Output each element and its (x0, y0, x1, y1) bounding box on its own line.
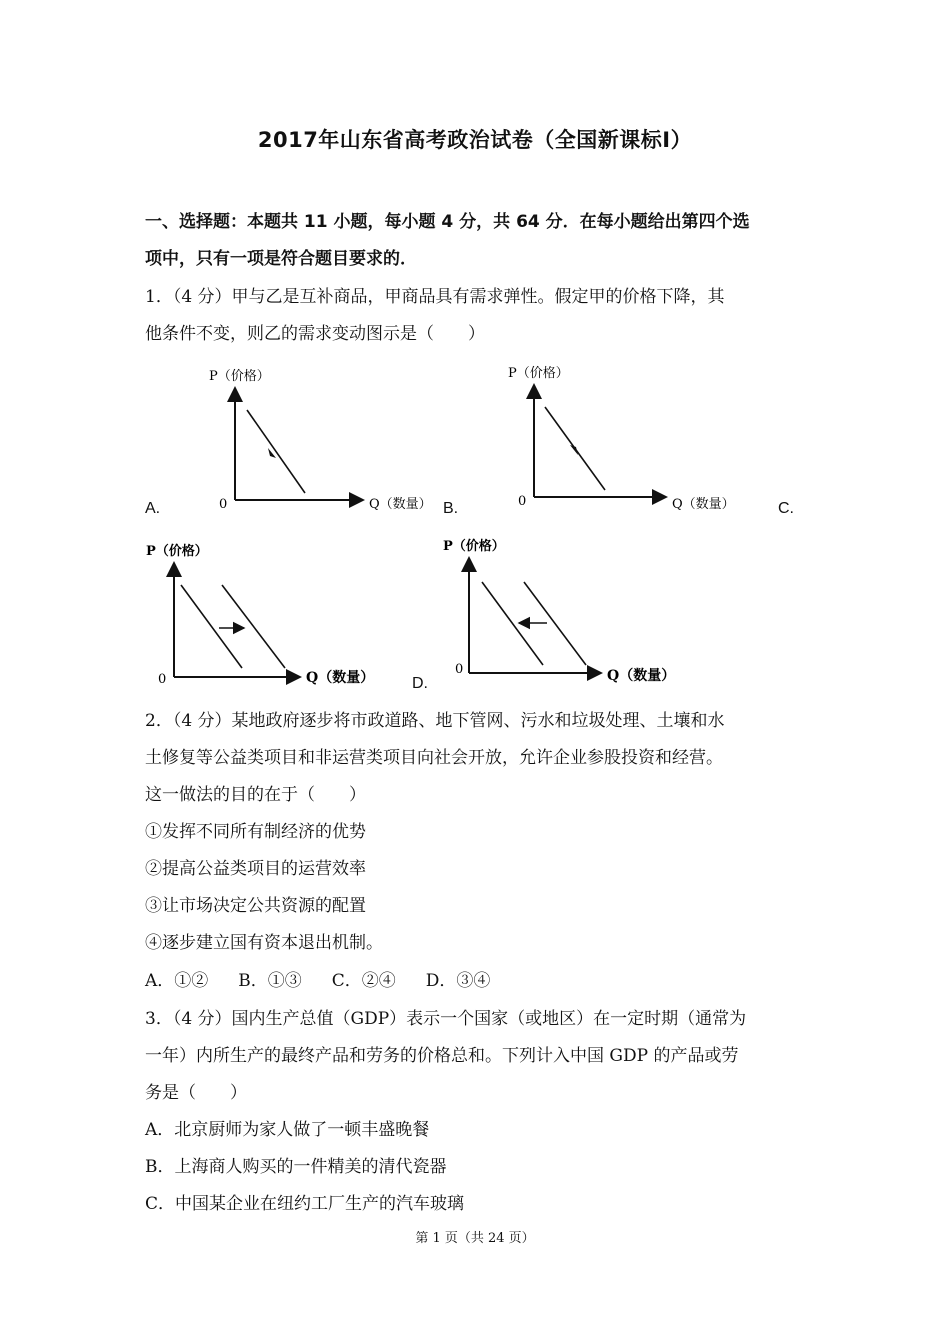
q2-item-4: ④逐步建立国有资本退出机制。 (145, 933, 383, 953)
q1-graph-d (435, 530, 695, 695)
q2-choice-c: C．②④ (331, 971, 396, 991)
page-footer: 第 1 页（共 24 页） (415, 1231, 535, 1246)
q2-text-line1: 2．（4 分）某地政府逐步将市政道路、地下管网、污水和垃圾处理、土壤和水 (145, 711, 725, 731)
section-instruction-line1: 一、选择题：本题共 11 小题，每小题 4 分，共 64 分．在每小题给出第四个选 (145, 212, 750, 232)
q1-option-d-label: D. (412, 675, 428, 692)
graph-d-ylabel: P（价格） (443, 539, 505, 554)
q1-text-line1: 1．（4 分）甲与乙是互补商品，甲商品具有需求弹性。假定甲的价格下降，其 (145, 287, 725, 307)
graph-c-origin: 0 (158, 672, 167, 687)
q1-graph-b (500, 357, 750, 517)
graph-a-origin: 0 (219, 497, 228, 512)
q3-option-a: A．北京厨师为家人做了一顿丰盛晚餐 (145, 1120, 430, 1140)
graph-c-demand-curve-2 (222, 585, 285, 668)
graph-b-origin: 0 (518, 494, 527, 509)
graph-c-ylabel: P（价格） (146, 544, 208, 559)
q2-text-line3: 这一做法的目的在于（ ） (145, 785, 366, 805)
graph-b-ylabel: P（价格） (508, 366, 569, 381)
graph-a-xlabel: Q（数量） (369, 497, 432, 512)
q3-text-line1: 3．（4 分）国内生产总值（GDP）表示一个国家（或地区）在一定时期（通常为 (145, 1009, 747, 1029)
q1-option-b-label: B. (443, 500, 459, 517)
q2-item-2: ②提高公益类项目的运营效率 (145, 859, 366, 879)
graph-a-ylabel: P（价格） (209, 369, 270, 384)
graph-a-demand-curve (247, 410, 305, 493)
q1-option-c-label: C. (778, 500, 794, 517)
q3-option-b: B．上海商人购买的一件精美的清代瓷器 (145, 1157, 447, 1177)
graph-c-demand-curve-1 (181, 585, 242, 668)
q3-text-line3: 务是（ ） (145, 1083, 247, 1103)
graph-d-origin: 0 (455, 662, 464, 677)
q1-graph-c (138, 535, 388, 695)
graph-c-xlabel: Q（数量） (306, 670, 375, 686)
q2-choice-d: D．③④ (425, 971, 491, 991)
q1-option-a-label: A. (145, 500, 161, 517)
q2-item-3: ③让市场决定公共资源的配置 (145, 896, 366, 916)
q2-choice-a: A．①② (145, 971, 209, 991)
section-instruction-line2: 项中，只有一项是符合题目要求的． (145, 249, 417, 269)
q1-graph-a (195, 360, 440, 520)
q2-choices (145, 969, 815, 993)
q2-item-1: ①发挥不同所有制经济的优势 (145, 822, 366, 842)
q2-text-line2: 土修复等公益类项目和非运营类项目向社会开放，允许企业参股投资和经营。 (145, 748, 723, 768)
q3-option-c: C．中国某企业在纽约工厂生产的汽车玻璃 (145, 1194, 465, 1214)
graph-b-xlabel: Q（数量） (672, 497, 735, 512)
graph-d-xlabel: Q（数量） (607, 668, 676, 684)
q3-text-line2: 一年）内所生产的最终产品和劳务的价格总和。下列计入中国 GDP 的产品或劳 (145, 1046, 739, 1066)
q1-text-line2: 他条件不变，则乙的需求变动图示是（ ） (145, 324, 485, 344)
q2-choice-b: B．①③ (238, 971, 302, 991)
page-title: 2017年山东省高考政治试卷（全国新课标Ⅰ） (257, 128, 693, 152)
